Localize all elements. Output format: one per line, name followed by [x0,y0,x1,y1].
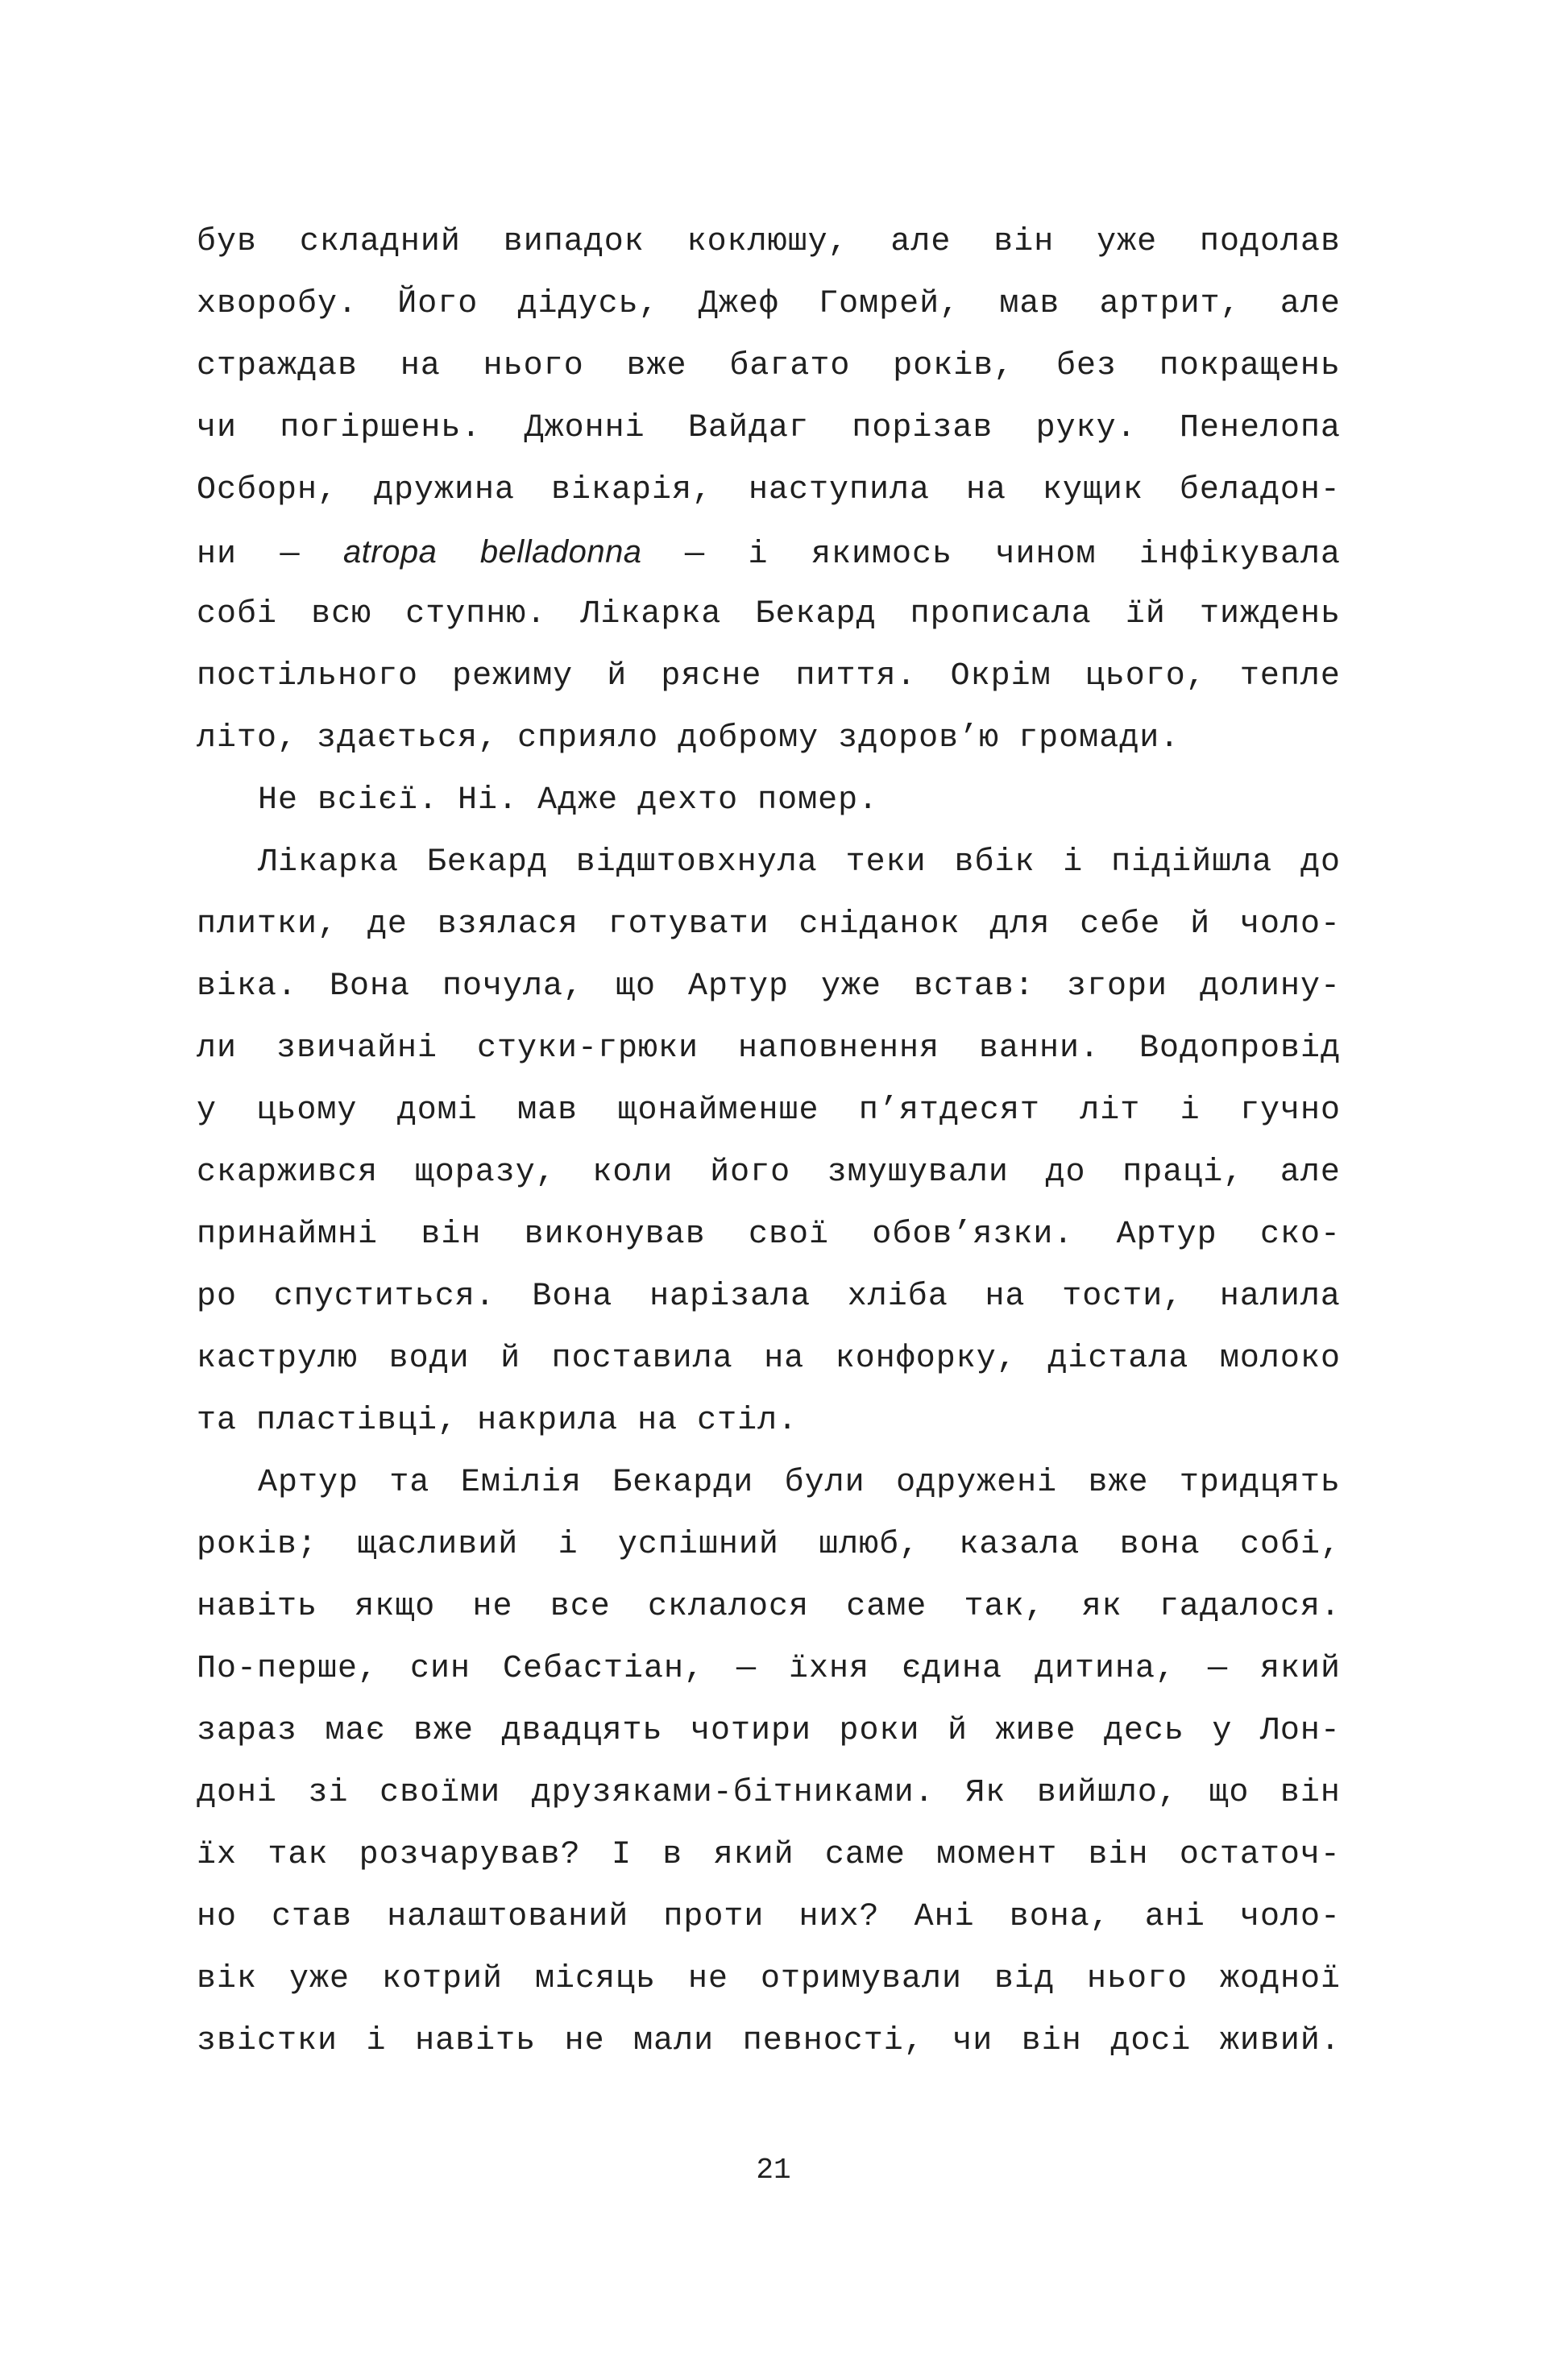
text-line: навіть якщо не все склалося саме так, як гадалося. [197,1589,1341,1625]
text-line: Не всієї. Ні. Адже дехто помер. [258,782,879,819]
text-line: чи погіршень. Джонні Вайдаг порізав руку. Пенелопа [197,410,1341,446]
text-line: Артур та Емілія Бекарди були одружені вже тридцять [258,1465,1341,1501]
text-line: віка. Вона почула, що Артур уже встав: згори долину- [197,968,1341,1005]
text-line: звістки і навіть не мали певності, чи він досі живий. [197,2023,1341,2059]
text-line: ни — atropa belladonna — і якимось чином інфікувала [197,534,1341,573]
text-line: у цьому домі мав щонайменше п’ятдесят літ і гучно [197,1093,1341,1129]
text-line: літо, здається, сприяло доброму здоров’ю громади. [197,720,1180,757]
body-text [197,211,1341,2072]
text-line: страждав на нього вже багато років, без покращень [197,348,1341,384]
text-line: плитки, де взялася готувати сніданок для себе й чоло- [197,906,1341,943]
text-line: Лікарка Бекард відштовхнула теки вбік і підійшла до [258,844,1341,881]
text-line: хворобу. Його дідусь, Джеф Гомрей, мав артрит, але [197,286,1341,322]
text-line: собі всю ступню. Лікарка Бекард прописала їй тиждень [197,596,1341,632]
text-line: Осборн, дружина вікарія, наступила на кущик беладон- [197,472,1341,508]
text-line: років; щасливий і успішний шлюб, казала вона собі, [197,1527,1341,1563]
text-line: каструлю води й поставила на конфорку, дістала молоко [197,1341,1341,1377]
page-number: 21 [756,2154,791,2187]
text-line: ро спуститься. Вона нарізала хліба на тости, налила [197,1279,1341,1315]
text-line: ли звичайні стуки-грюки наповнення ванни. Водопровід [197,1030,1341,1067]
text-line: постільного режиму й рясне пиття. Окрім цього, тепле [197,658,1341,695]
text-line: доні зі своїми друзяками-бітниками. Як вийшло, що він [197,1775,1341,1811]
text-line: був складний випадок коклюшу, але він уже подолав [197,224,1341,260]
text-line: та пластівці, накрила на стіл. [197,1403,798,1439]
text-line: скаржився щоразу, коли його змушували до праці, але [197,1155,1341,1191]
text-line: їх так розчарував? І в який саме момент він остаточ- [197,1837,1341,1873]
text-line: вік уже котрий місяць не отримували від нього жодної [197,1961,1341,1997]
text-line: зараз має вже двадцять чотири роки й живе десь у Лон- [197,1713,1341,1749]
text-line: По-перше, син Себастіан, — їхня єдина дитина, — який [197,1651,1341,1687]
text-line: но став налаштований проти них? Ані вона, ані чоло- [197,1899,1341,1935]
text-line: принаймні він виконував свої обов’язки. Артур ско- [197,1217,1341,1253]
